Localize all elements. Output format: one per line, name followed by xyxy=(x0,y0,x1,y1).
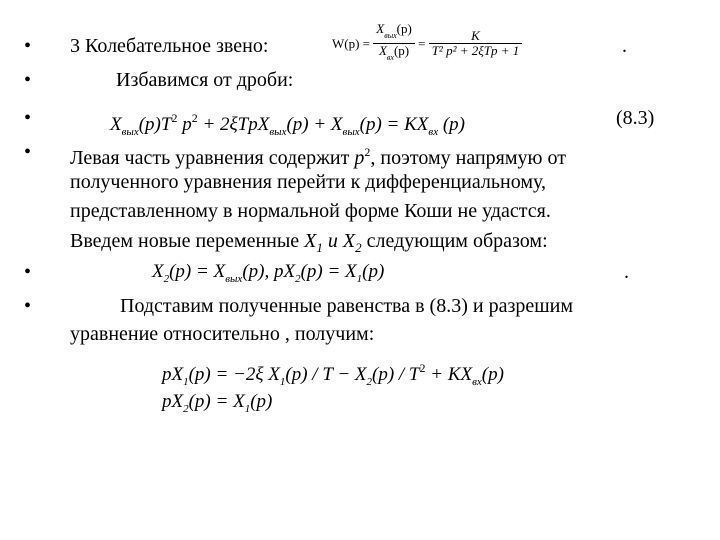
paragraph-left-side: Левая часть уравнения содержит $p^2$, поэтому напрямую от xyxy=(70,145,566,169)
period-mark: . xyxy=(622,35,627,57)
system-equation-1: $pX_1(p) = -2\xi$ $X_1(p) / T - X_2(p) / T^2 + KX_{вх}(p)$ xyxy=(162,361,504,388)
line-oscillating-link: 3 Колебательное звено: xyxy=(70,35,269,57)
transfer-function-formula: W(p) = $\frac{X_{вых}(p)}{X_{вх}(p)}$ = $\frac{K}{\text{T² p² + 2ξTp + 1}}$ xyxy=(332,22,522,68)
paragraph-new-variables: Введем новые переменные $X_1$ и $X_2$ следующим образом: xyxy=(70,230,548,255)
bullet: • xyxy=(24,295,32,317)
new-variables-formula: $X_2(p) = X_{вых}(p)$, $pX_2(p) = X_1(p)$ xyxy=(152,261,385,285)
paragraph-line: уравнение относительно , получим: xyxy=(70,323,375,345)
period-mark: . xyxy=(624,261,629,283)
bullet: • xyxy=(24,107,32,129)
system-equation-2: $pX_2(p) = X_1(p)$ xyxy=(162,391,273,415)
paragraph-line: полученного уравнения перейти к дифференциальному, xyxy=(70,171,546,193)
bullet: • xyxy=(24,141,32,163)
paragraph-line: представленному в нормальной форме Коши не удастся. xyxy=(70,200,551,222)
bullet: • xyxy=(24,35,32,57)
bullet: • xyxy=(24,261,32,283)
equation-number: (8.3) xyxy=(616,107,655,129)
bullet: • xyxy=(24,69,32,91)
line-remove-fraction: Избавимся от дроби: xyxy=(116,69,294,91)
paragraph-substitute: Подставим полученные равенства в (8.3) и разрешим xyxy=(120,295,573,317)
equation-8-3: $X_{вых}(p)T^2$ $p^2 + 2\xi TpX_{вых}(p) + X_{вых}(p) = KX_{вх}$ (p) xyxy=(110,111,465,138)
